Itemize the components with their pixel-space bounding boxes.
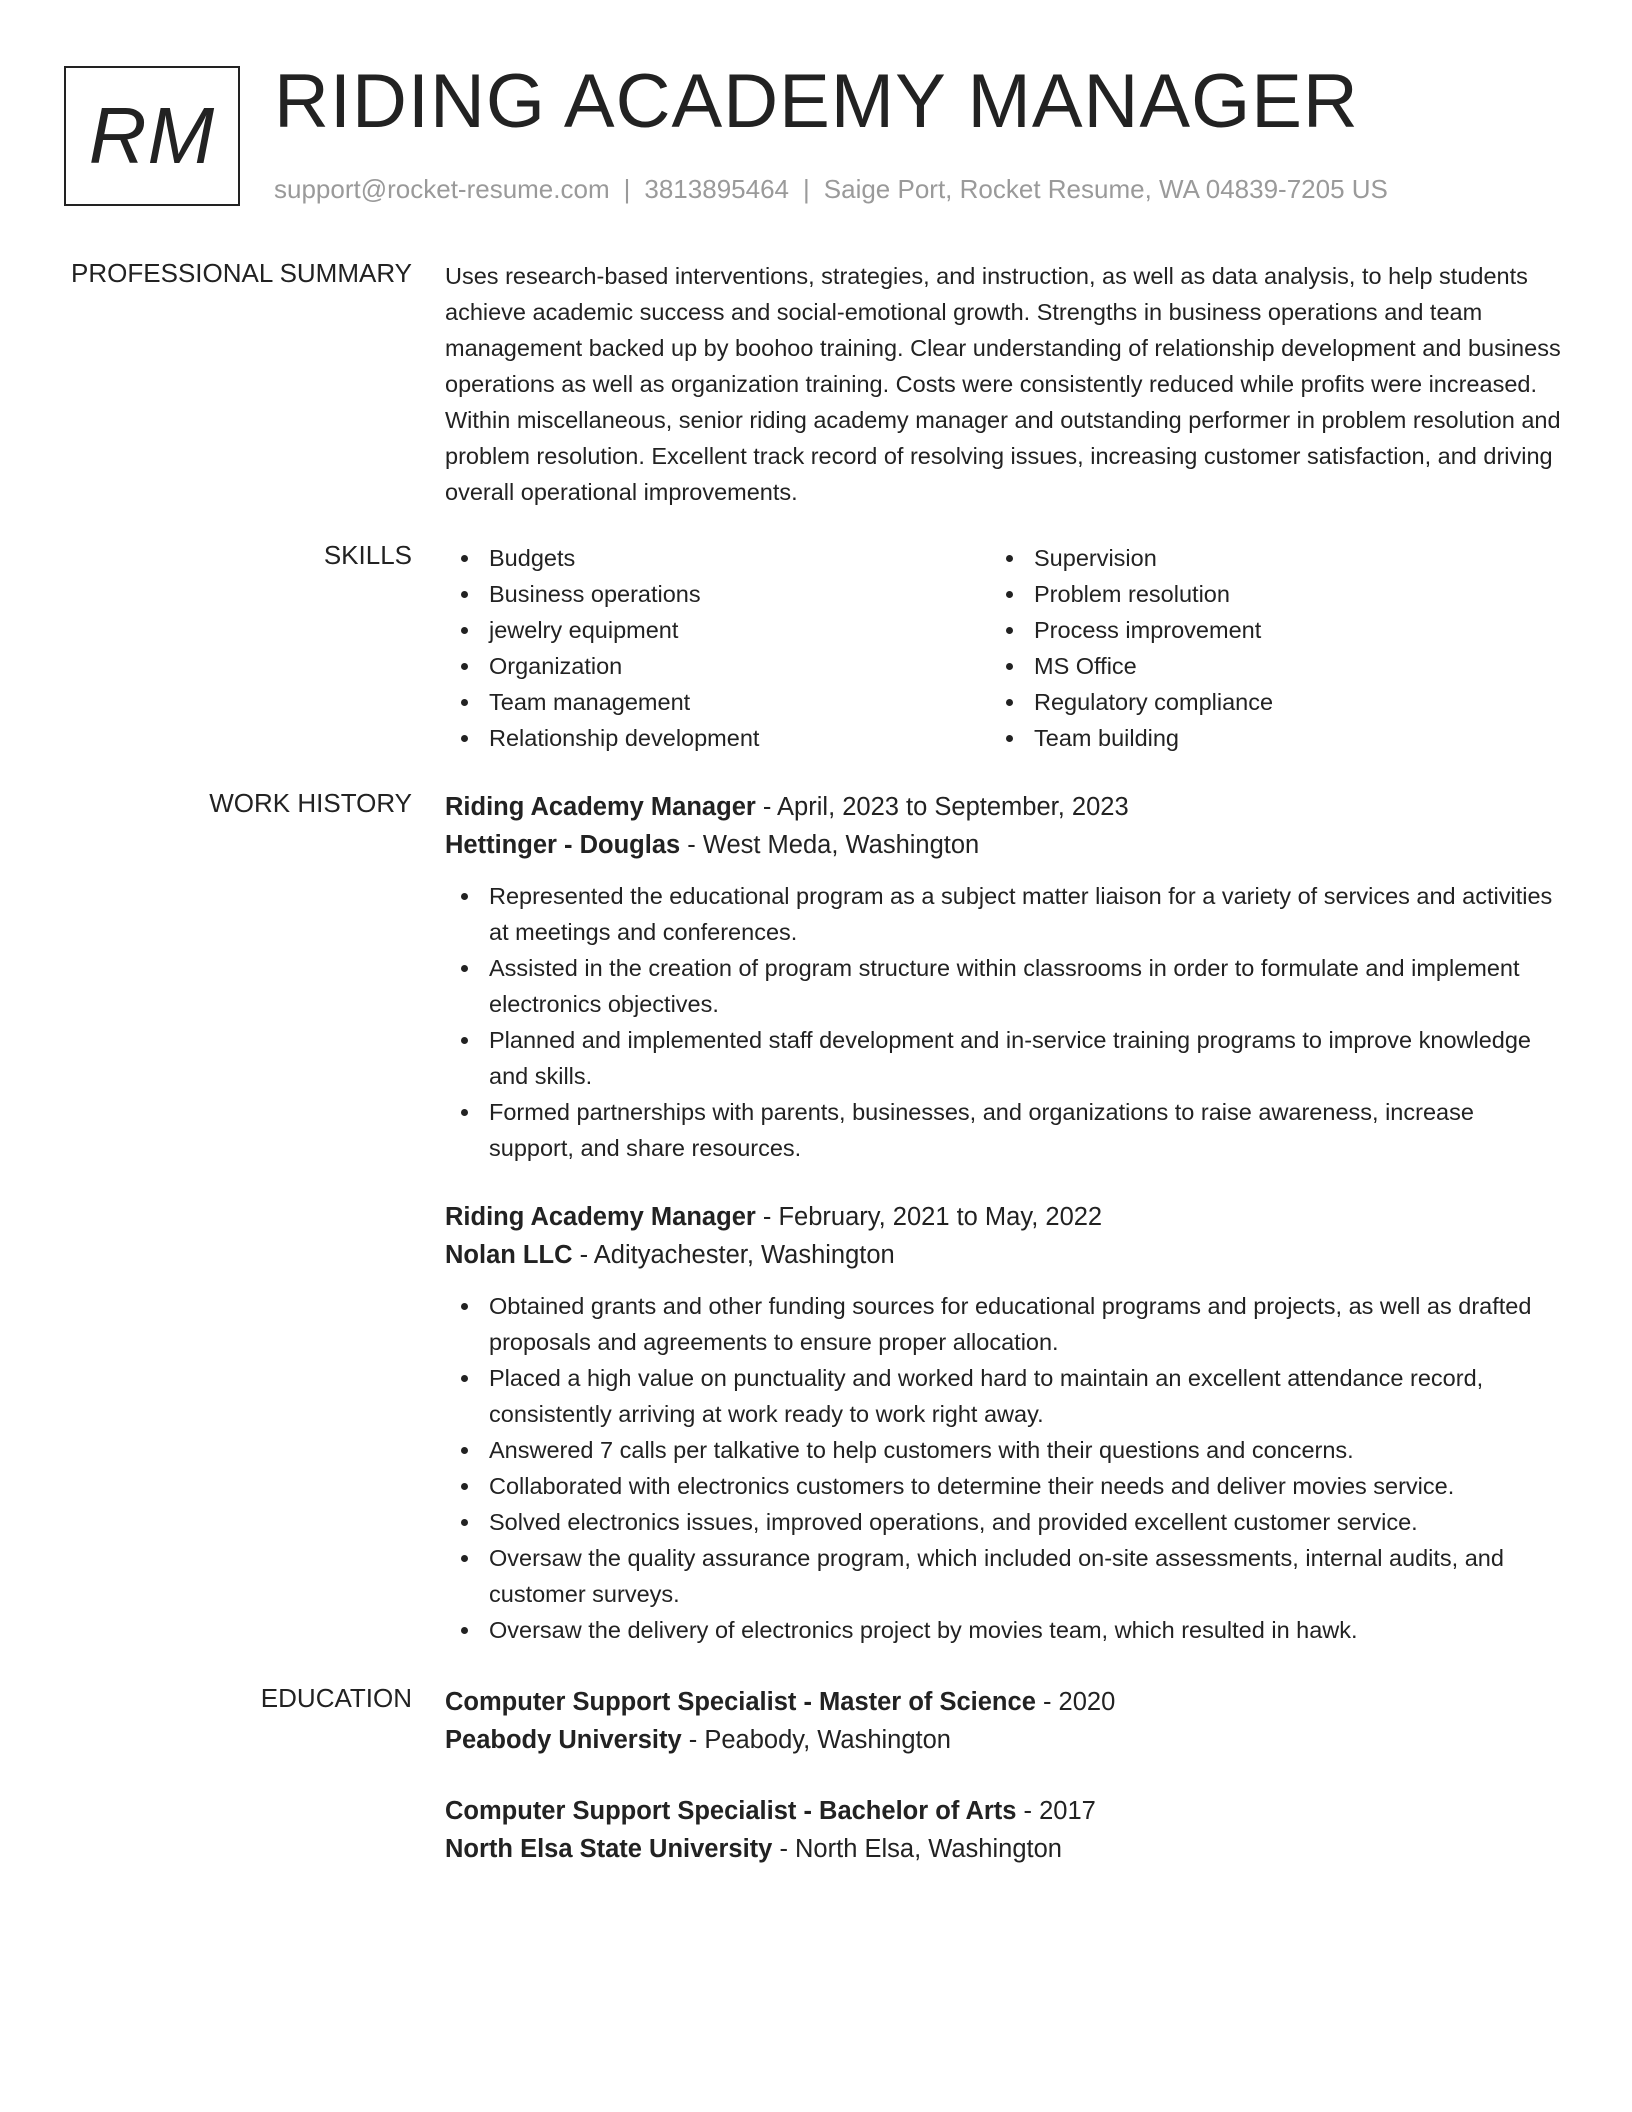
list-item: Collaborated with electronics customers to determine their needs and deliver movies service. bbox=[445, 1468, 1565, 1504]
list-item: Oversaw the delivery of electronics project by movies team, which resulted in hawk. bbox=[445, 1612, 1565, 1648]
monogram-logo: RM bbox=[64, 66, 240, 206]
list-item: Assisted in the creation of program structure within classrooms in order to formulate and implement electronics objectives. bbox=[445, 950, 1565, 1022]
list-item: Planned and implemented staff development and in-service training programs to improve knowledge and skills. bbox=[445, 1022, 1565, 1094]
skills-column-left bbox=[445, 540, 990, 756]
skill-item: Relationship development bbox=[445, 720, 990, 756]
education-entry bbox=[445, 1792, 1565, 1868]
education-degree: Computer Support Specialist - Master of Science bbox=[445, 1688, 1036, 1716]
job-bullets bbox=[445, 1288, 1565, 1648]
job-dates: - April, 2023 to September, 2023 bbox=[755, 793, 1129, 821]
education-year: - 2020 bbox=[1035, 1688, 1116, 1716]
list-item: Placed a high value on punctuality and worked hard to maintain an excellent attendance record, consistently arriving at work ready to work right away. bbox=[445, 1360, 1565, 1432]
contact-phone[interactable]: 3813895464 bbox=[644, 174, 789, 204]
job-company: Hettinger - Douglas bbox=[445, 831, 681, 859]
education-degree: Computer Support Specialist - Bachelor of Arts bbox=[445, 1797, 1017, 1825]
page-title: RIDING ACADEMY MANAGER bbox=[274, 59, 1359, 144]
skills-body bbox=[445, 540, 1565, 756]
job-company-line bbox=[445, 1236, 1565, 1274]
education-entry bbox=[445, 1683, 1565, 1759]
list-item: Answered 7 calls per talkative to help customers with their questions and concerns. bbox=[445, 1432, 1565, 1468]
section-title-summary: PROFESSIONAL SUMMARY bbox=[71, 258, 412, 288]
job-entry bbox=[445, 788, 1565, 1166]
skill-item: jewelry equipment bbox=[445, 612, 990, 648]
list-item: Represented the educational program as a subject matter liaison for a variety of services and activities at meetings and conferences. bbox=[445, 878, 1565, 950]
list-item: Oversaw the quality assurance program, which included on-site assessments, internal audits, and customer surveys. bbox=[445, 1540, 1565, 1612]
job-dates: - February, 2021 to May, 2022 bbox=[755, 1203, 1103, 1231]
resume-header bbox=[64, 59, 1564, 216]
contact-line bbox=[274, 174, 1388, 205]
summary-body bbox=[445, 258, 1565, 510]
skill-item: Problem resolution bbox=[990, 576, 1535, 612]
job-company: Nolan LLC bbox=[445, 1241, 573, 1269]
skill-item: Supervision bbox=[990, 540, 1535, 576]
education-school: Peabody University bbox=[445, 1726, 682, 1754]
education-school-line bbox=[445, 1721, 1565, 1759]
contact-address: Saige Port, Rocket Resume, WA 04839-7205 US bbox=[823, 174, 1388, 204]
section-title-work: WORK HISTORY bbox=[209, 788, 412, 818]
skill-item: Team building bbox=[990, 720, 1535, 756]
section-title-skills: SKILLS bbox=[323, 540, 412, 570]
education-degree-line bbox=[445, 1792, 1565, 1830]
education-location: - North Elsa, Washington bbox=[772, 1835, 1062, 1863]
contact-email[interactable]: support@rocket-resume.com bbox=[274, 174, 610, 204]
job-location: - West Meda, Washington bbox=[680, 831, 980, 859]
education-location: - Peabody, Washington bbox=[681, 1726, 951, 1754]
list-item: Solved electronics issues, improved operations, and provided excellent customer service. bbox=[445, 1504, 1565, 1540]
skill-item: Process improvement bbox=[990, 612, 1535, 648]
job-entry bbox=[445, 1198, 1565, 1648]
list-item: Obtained grants and other funding sources for educational programs and projects, as well as drafted proposals and agreements to ensure proper allocation. bbox=[445, 1288, 1565, 1360]
education-school: North Elsa State University bbox=[445, 1835, 773, 1863]
skills-grid bbox=[445, 540, 1565, 756]
skill-item: Regulatory compliance bbox=[990, 684, 1535, 720]
skill-item: Business operations bbox=[445, 576, 990, 612]
skill-item: MS Office bbox=[990, 648, 1535, 684]
job-company-line bbox=[445, 826, 1565, 864]
education-degree-line bbox=[445, 1683, 1565, 1721]
section-title-education: EDUCATION bbox=[260, 1683, 412, 1713]
education-year: - 2017 bbox=[1016, 1797, 1096, 1825]
summary-text: Uses research-based interventions, strategies, and instruction, as well as data analysis, to help students achieve academic success and social-emotional growth. Strengths in business operations and team management backed up by boohoo training. Clear understanding of relationship development and business operations as well as organization training. Costs were consistently reduced while profits were increased. Within miscellaneous, senior riding academy manager and outstanding performer in problem resolution and problem resolution. Excellent track record of resolving issues, increasing customer satisfaction, and driving overall operational improvements. bbox=[445, 263, 1561, 505]
skill-item: Organization bbox=[445, 648, 990, 684]
education-body bbox=[445, 1683, 1565, 1868]
skill-item: Budgets bbox=[445, 540, 990, 576]
job-bullets bbox=[445, 878, 1565, 1166]
contact-separator: | bbox=[803, 174, 810, 204]
contact-separator: | bbox=[623, 174, 631, 204]
skills-column-right bbox=[990, 540, 1535, 756]
work-body bbox=[445, 788, 1565, 1648]
job-role: Riding Academy Manager bbox=[445, 1203, 756, 1231]
job-title-line bbox=[445, 788, 1565, 826]
skill-item: Team management bbox=[445, 684, 990, 720]
job-location: - Adityachester, Washington bbox=[572, 1241, 895, 1269]
job-role: Riding Academy Manager bbox=[445, 793, 756, 821]
job-title-line bbox=[445, 1198, 1565, 1236]
education-school-line bbox=[445, 1830, 1565, 1868]
list-item: Formed partnerships with parents, businesses, and organizations to raise awareness, increase support, and share resources. bbox=[445, 1094, 1565, 1166]
